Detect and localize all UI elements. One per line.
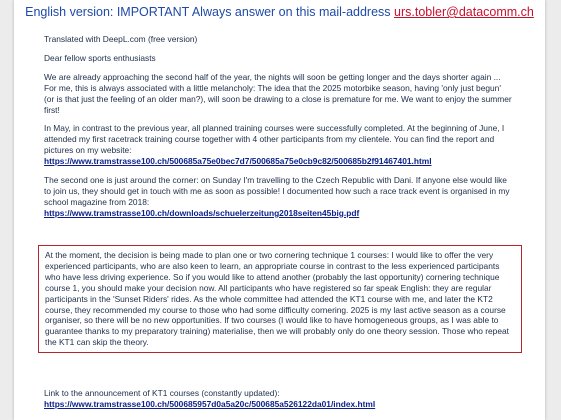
announcement-paragraph — [44, 388, 512, 410]
highlighted-paragraph: At the moment, the decision is being made to plan one or two cornering technique 1 courses: I would like to offer the very experienced participants, who are also keen to learn, an appropriate course in contrast to the less experienced participants who have less driving experience. So if you would like to attend another (probably the last opportunity) cornering technique course 1, you should make your decision now. All participants who have registered so far speak English: they are regular participants in the 'Sunset Riders' rides. As the whole committee had attended the KT1 course with me, and later the KT2 course, they recommended my course to those who had some difficulty cornering. 2025 is my last active season as a course organiser, so there will be no new opportunities. If two courses (I would like to have homogeneous groups, as I was able to guarantee thanks to my preparatory training) materialise, then we will probably only do one theory session. Those who repeat the KT1 can skip the theory. — [45, 250, 509, 348]
paragraph-training-text: In May, in contrast to the previous year, all planned training courses were successfully completed. At the beginning of June, I attended my first racetrack training course together with 4 other participants from my clientele. You can find the report and pictures on my website: — [44, 123, 505, 156]
paragraph-season: We are already approaching the second half of the year, the nights will soon be getting longer and the days shorter again ... For me, this is always associated with a little melancholy: The idea that the 2025 motorbike season, having 'only just begun' (or is that just the feeling of an older man?), will soon be drawing to a close is premature for me. We want to enjoy the summer first! — [44, 71, 512, 115]
translated-note: Translated with DeepL.com (free version) — [44, 34, 198, 44]
paragraph-training — [44, 123, 512, 167]
magazine-link[interactable]: https://www.tramstrasse100.ch/downloads/schuelerzeitung2018seiten45big.pdf — [44, 207, 360, 218]
greeting: Dear fellow sports enthusiasts — [44, 52, 156, 63]
email-header — [14, 0, 545, 24]
announcement-text: Link to the announcement of KT1 courses (constantly updated): — [44, 388, 280, 398]
email-page — [14, 0, 545, 420]
announcement-link[interactable]: https://www.tramstrasse100.ch/500685957d0a5a20c/500685a526122da01/index.html — [44, 398, 376, 409]
header-text: English version: IMPORTANT Always answer on this mail-address — [25, 5, 391, 19]
email-address-link[interactable]: urs.tobler@datacomm.ch — [394, 5, 534, 19]
email-body — [44, 34, 512, 409]
paragraph-race-track — [44, 175, 512, 219]
report-link[interactable]: https://www.tramstrasse100.ch/500685a75e0bec7d7/500685a75e0cb9c82/500685b2f91467401.html — [44, 156, 432, 167]
highlighted-box — [38, 245, 522, 353]
paragraph-race-track-text: The second one is just around the corner: on Sunday I'm travelling to the Czech Republic with Dani. If anyone else would like to join us, they should get in touch with me as soon as possible! I documented how such a race track event is organised in my school magazine from 2018: — [44, 175, 510, 207]
